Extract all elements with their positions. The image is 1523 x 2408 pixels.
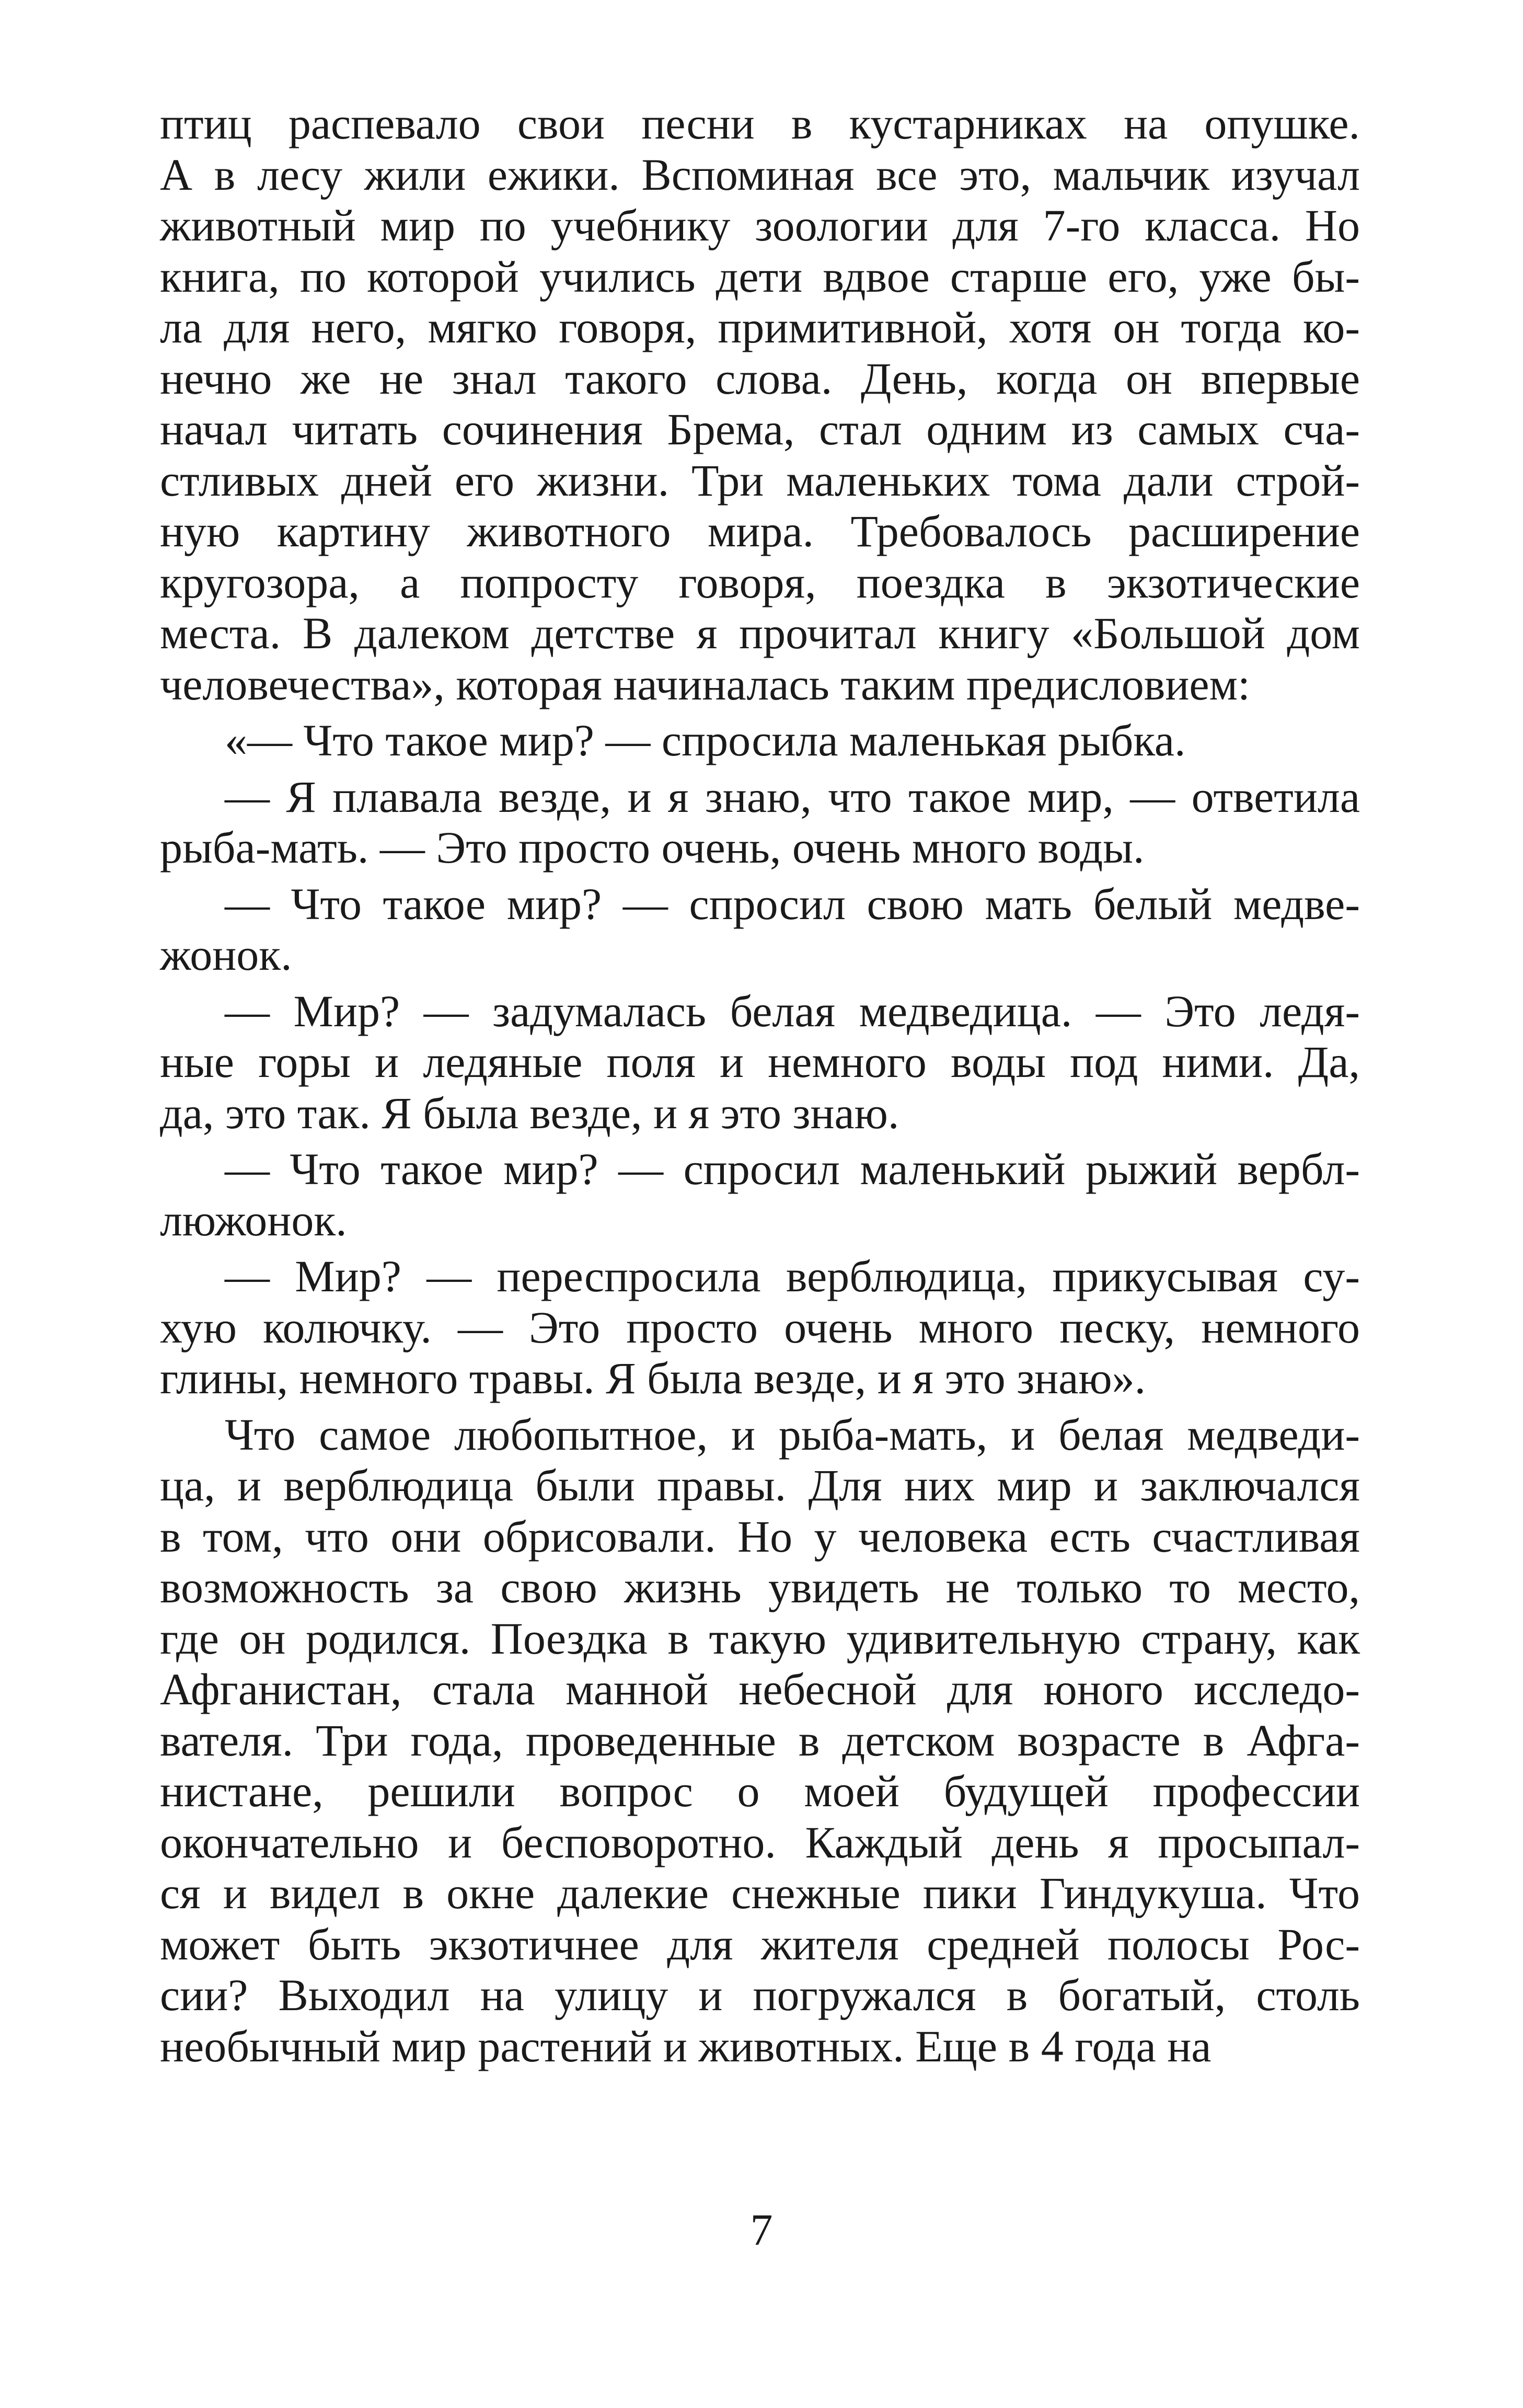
text-line: — Мир? — задумалась белая медведица. — Это ледя-: [225, 985, 1360, 1036]
text-line: сии? Выходил на улицу и погружался в богатый, столь: [160, 1970, 1360, 2020]
text-line: животный мир по учебнику зоологии для 7-го класса. Но: [160, 200, 1360, 250]
text-line: возможность за свою жизнь увидеть не только то место,: [160, 1562, 1360, 1612]
text-line: книга, по которой учились дети вдвое старше его, уже бы-: [160, 251, 1360, 302]
text-line: кругозора, а попросту говоря, поездка в экзотические: [160, 557, 1360, 607]
text-line: нистане, решили вопрос о моей будущей профессии: [160, 1766, 1360, 1816]
paragraph: [160, 879, 1360, 981]
text-line: ца, и верблюдица были правы. Для них мир и заключался: [160, 1460, 1360, 1510]
paragraph: [160, 1144, 1360, 1246]
text-line: начал читать сочинения Брема, стал одним из самых сча-: [160, 404, 1360, 454]
text-line: — Я плавала везде, и я знаю, что такое мир, — ответила: [225, 771, 1360, 822]
text-line: ную картину животного мира. Требовалось расширение: [160, 506, 1360, 556]
text-line: в том, что они обрисовали. Но у человека есть счастливая: [160, 1511, 1360, 1562]
text-line: вателя. Три года, проведенные в детском возрасте в Афга-: [160, 1715, 1360, 1765]
text-line: «— Что такое мир? — спросила маленькая рыбка.: [225, 715, 1186, 765]
text-line: может быть экзотичнее для жителя средней полосы Рос-: [160, 1919, 1360, 1969]
body-text: [160, 98, 1360, 2072]
text-line: места. В далеком детстве я прочитал книгу «Большой дом: [160, 608, 1360, 658]
text-line: человечества», которая начиналась таким предисловием:: [160, 659, 1250, 709]
text-line: хую колючку. — Это просто очень много песку, немного: [160, 1302, 1360, 1352]
text-line: — Что такое мир? — спросил свою мать белый медве-: [225, 878, 1360, 929]
text-line: Что самое любопытное, и рыба-мать, и белая медведи-: [225, 1409, 1360, 1460]
paragraph: [160, 98, 1360, 710]
paragraph: [160, 715, 1360, 766]
text-line: да, это так. Я была везде, и я это знаю.: [160, 1087, 899, 1138]
text-line: Афганистан, стала манной небесной для юного исследо-: [160, 1664, 1360, 1714]
text-line: А в лесу жили ежики. Вспоминая все это, мальчик изучал: [160, 149, 1360, 200]
text-line: люжонок.: [160, 1195, 347, 1245]
text-line: рыба-мать. — Это просто очень, очень много воды.: [160, 822, 1145, 873]
text-line: нечно же не знал такого слова. День, когда он впервые: [160, 353, 1360, 404]
text-line: окончательно и бесповоротно. Каждый день я просыпал-: [160, 1817, 1360, 1867]
text-line: ла для него, мягко говоря, примитивной, хотя он тогда ко-: [160, 302, 1360, 352]
text-line: птиц распевало свои песни в кустарниках на опушке.: [160, 98, 1360, 148]
paragraph: [160, 1251, 1360, 1404]
page-number: 7: [750, 2205, 773, 2255]
text-line: стливых дней его жизни. Три маленьких тома дали строй-: [160, 455, 1360, 506]
paragraph: [160, 1409, 1360, 2072]
text-line: ные горы и ледяные поля и немного воды под ними. Да,: [160, 1037, 1360, 1087]
text-line: — Мир? — переспросила верблюдица, прикусывая су-: [225, 1251, 1360, 1301]
text-line: глины, немного травы. Я была везде, и я это знаю».: [160, 1353, 1146, 1403]
text-line: где он родился. Поездка в такую удивительную страну, как: [160, 1613, 1360, 1664]
text-line: ся и видел в окне далекие снежные пики Гиндукуша. Что: [160, 1868, 1360, 1918]
paragraph: [160, 772, 1360, 874]
text-line: необычный мир растений и животных. Еще в 4 года на: [160, 2021, 1212, 2071]
text-line: жонок.: [160, 930, 292, 980]
paragraph: [160, 986, 1360, 1139]
text-line: — Что такое мир? — спросил маленький рыжий вербл-: [225, 1144, 1360, 1194]
